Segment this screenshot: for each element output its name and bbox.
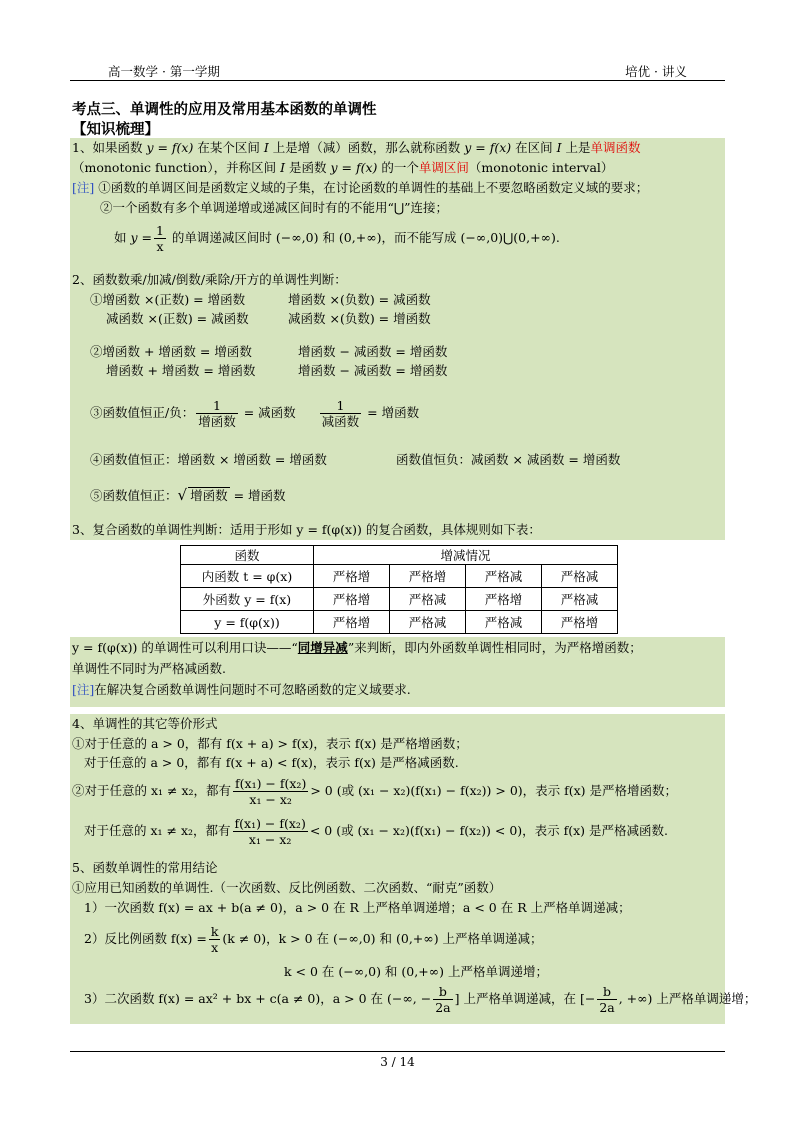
p5-line4: k < 0 在 (−∞,0) 和 (0,+∞) 上严格单调递增； (284, 964, 548, 979)
table-cell: 严格减 (390, 588, 466, 611)
table-cell: 严格减 (466, 565, 542, 588)
table-row-label: y = f(φ(x)) (181, 611, 314, 634)
table-cell: 严格增 (466, 588, 542, 611)
mnemonic-keyword: 同增异减 (297, 640, 348, 655)
table-cell: 严格增 (390, 565, 466, 588)
page-footer (70, 1051, 725, 1069)
p4-line2: 对于任意的 a > 0，都有 f(x + a) < f(x)，表示 f(x) 是严格减函数. (84, 755, 459, 770)
table-row-label: 内函数 t = φ(x) (181, 565, 314, 588)
page-number: 3 / 14 (380, 1055, 415, 1069)
table-cell: 严格减 (466, 611, 542, 634)
p5-line3: 2）反比例函数 f(x) = $\frac{k}{x}$ (k ≠ 0)，k > 0 在 (−∞,0) 和 (0,+∞) 上严格单调递减； (84, 924, 543, 955)
table-header-cell: 函数 (181, 546, 314, 565)
rule-4b: 增函数 − 减函数 = 增函数 (298, 363, 448, 378)
p5-title: 5、函数单调性的常用结论 (72, 860, 218, 875)
table-header-row (181, 546, 618, 565)
monotonic-interval-term: 单调区间 (418, 160, 469, 175)
rule-6b: 函数值恒负：减函数 × 减函数 = 增函数 (396, 452, 621, 467)
p5-line2: 1）一次函数 f(x) = ax + b(a ≠ 0)，a > 0 在 R 上严格单调递增；a < 0 在 R 上严格单调递减； (84, 900, 631, 915)
table-cell: 严格增 (314, 611, 390, 634)
note1-line1: [注] ①函数的单调区间是函数定义域的子集，在讨论函数的单调性的基础上不要忽略函数定义域的要求； (72, 180, 649, 195)
p1-line1: 1、如果函数 y = f(x) 在某个区间 I 上是增（减）函数，那么就称函数 y = f(x) 在区间 I 上是单调函数 (72, 140, 641, 155)
table-header-cell: 增减情况 (314, 546, 618, 565)
p4-line3: ②对于任意的 x₁ ≠ x₂，都有 $\frac{\text{f(x₁) − f(x₂)}}{\text{x₁ − x₂}}$ > 0 (或 (x₁ − x₂)(f(x₁) − f(x₂)) > 0)，表示 f(x) 是严格增函数； (72, 776, 678, 807)
rule-1a: ①增函数 ×(正数) = 增函数 (90, 292, 246, 307)
section-title: 考点三、单调性的应用及常用基本函数的单调性 (72, 101, 377, 118)
p5-line1: ①应用已知函数的单调性.（一次函数、反比例函数、二次函数、“耐克”函数） (72, 880, 502, 895)
header-left: 高一数学 · 第一学期 (108, 64, 220, 79)
subtitle: 【知识梳理】 (72, 121, 159, 138)
table-row (181, 588, 618, 611)
note1-line2: ②一个函数有多个单调递增或递减区间时有的不能用“⋃”连接； (100, 200, 449, 215)
table-cell: 严格增 (542, 611, 618, 634)
p4-title: 4、单调性的其它等价形式 (72, 716, 218, 731)
rule-3a: ②增函数 + 增函数 = 增函数 (90, 344, 252, 359)
note2-line: [注]在解决复合函数单调性问题时不可忽略函数的定义域要求. (72, 682, 411, 697)
rule-6a: ④函数值恒正：增函数 × 增函数 = 增函数 (90, 452, 327, 467)
table-cell: 严格减 (542, 588, 618, 611)
mnemonic-line: y = f(φ(x)) 的单调性可以利用口诀——“同增异减”来判断，即内外函数单调性相同时，为严格增函数； (72, 640, 642, 655)
rule-7: ⑤函数值恒正：√ 增函数 = 增函数 (90, 486, 286, 504)
rule-5: ③函数值恒正/负： $\frac{1}{\text{增函数}}$ = 减函数 $\frac{1}{\text{减函数}}$ = 增函数 (90, 398, 420, 429)
p5-line5: 3）二次函数 f(x) = ax² + bx + c(a ≠ 0)，a > 0 在 (−∞, − $\frac{b}{2a}$ ] 上严格单调递减，在 [− $\frac{b}{2a}$ , +∞) 上严格单调递增； (84, 984, 757, 1015)
p4-line4: 对于任意的 x₁ ≠ x₂，都有 $\frac{\text{f(x₁) − f(x₂)}}{\text{x₁ − x₂}}$ < 0 (或 (x₁ − x₂)(f(x₁) − f(x₂)) < 0)，表示 f(x) 是严格减函数. (84, 816, 669, 847)
p4-line1: ①对于任意的 a > 0，都有 f(x + a) > f(x)，表示 f(x) 是严格增函数； (72, 736, 468, 751)
rule-3b: 增函数 − 减函数 = 增函数 (298, 344, 448, 359)
mnemonic-line2: 单调性不同时为严格减函数. (72, 661, 226, 676)
note-tag: [注] (72, 682, 95, 697)
equivalent-forms-box (70, 714, 757, 1024)
table-cell: 严格减 (390, 611, 466, 634)
rule-2a: 减函数 ×(正数) = 减函数 (106, 311, 249, 326)
p2-title: 2、函数数乘/加减/倒数/乘除/开方的单调性判断： (72, 272, 347, 287)
p3-title: 3、复合函数的单调性判断：适用于形如 y = f(φ(x)) 的复合函数，具体规则如下表： (72, 522, 541, 537)
note1-example: 如 y = $\frac{1}{x}$ 的单调递减区间时 (−∞,0) 和 (0,+∞)，而不能写成 (−∞,0)⋃(0,+∞). (114, 223, 560, 254)
rule-4a: 增函数 + 增函数 = 增函数 (106, 363, 256, 378)
table-row (181, 611, 618, 634)
rule-2b: 减函数 ×(负数) = 增函数 (288, 311, 431, 326)
composite-function-table (180, 545, 618, 634)
table-cell: 严格增 (314, 588, 390, 611)
note-tag: [注] (72, 180, 95, 195)
knowledge-box (70, 138, 725, 540)
composite-rule-box (70, 637, 725, 707)
table-cell: 严格减 (542, 565, 618, 588)
table-row (181, 565, 618, 588)
rule-1b: 增函数 ×(负数) = 减函数 (288, 292, 431, 307)
header-right: 培优 · 讲义 (625, 64, 687, 79)
table-row-label: 外函数 y = f(x) (181, 588, 314, 611)
p1-line2: （monotonic function），并称区间 I 是函数 y = f(x) 的一个单调区间（monotonic interval） (72, 160, 614, 175)
table-cell: 严格增 (314, 565, 390, 588)
page-header (70, 60, 725, 81)
monotonic-function-term: 单调函数 (590, 140, 641, 155)
